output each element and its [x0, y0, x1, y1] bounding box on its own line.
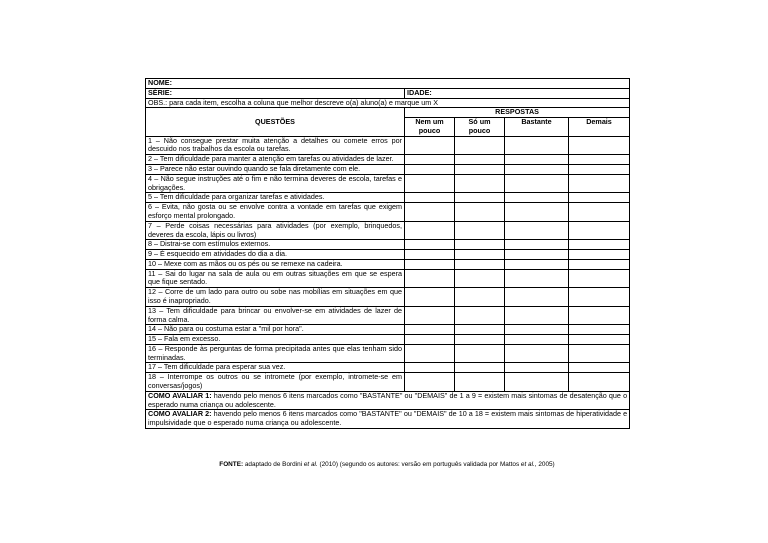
answer-cell-so-um-pouco[interactable] — [455, 306, 505, 325]
question-row — [146, 344, 630, 363]
answer-cell-bastante[interactable] — [505, 288, 569, 307]
question-text: 17 – Tem dificuldade para esperar sua vez. — [146, 363, 405, 373]
answer-cell-bastante[interactable] — [505, 240, 569, 250]
answer-cell-bastante[interactable] — [505, 373, 569, 392]
question-text: 11 – Sai do lugar na sala de aula ou em outras situações em que se espera que fique sentado. — [146, 269, 405, 288]
como-avaliar-2-label: COMO AVALIAR 2: — [148, 409, 212, 419]
answer-cell-demais[interactable] — [569, 174, 630, 193]
idade-label: IDADE: — [405, 88, 630, 98]
answer-cell-bastante[interactable] — [505, 363, 569, 373]
answer-cell-nem-um-pouco[interactable] — [405, 250, 455, 260]
column-header-nem-um-pouco: Nem um pouco — [405, 118, 455, 137]
column-header-so-um-pouco: Só um pouco — [455, 118, 505, 137]
answer-cell-so-um-pouco[interactable] — [455, 325, 505, 335]
question-text: 3 – Parece não estar ouvindo quando se fala diretamente com ele. — [146, 165, 405, 175]
question-row — [146, 306, 630, 325]
question-row — [146, 221, 630, 240]
answer-cell-nem-um-pouco[interactable] — [405, 363, 455, 373]
fonte-label: FONTE: — [219, 461, 244, 468]
answer-cell-so-um-pouco[interactable] — [455, 288, 505, 307]
nome-label: NOME: — [146, 79, 630, 89]
answer-cell-nem-um-pouco[interactable] — [405, 259, 455, 269]
question-text: 16 – Responde às perguntas de forma precipitada antes que elas tenham sido terminadas. — [146, 344, 405, 363]
question-text: 4 – Não segue instruções até o fim e não termina deveres de escola, tarefas e obrigações. — [146, 174, 405, 193]
question-text: 7 – Perde coisas necessárias para atividades (por exemplo, brinquedos, deveres da escola, lápis ou livros) — [146, 221, 405, 240]
obs-instructions: OBS.: para cada item, escolha a coluna que melhor descreve o(a) aluno(a) e marque um X — [146, 98, 630, 108]
answer-cell-nem-um-pouco[interactable] — [405, 174, 455, 193]
answer-cell-demais[interactable] — [569, 344, 630, 363]
question-text: 14 – Não para ou costuma estar a "mil por hora". — [146, 325, 405, 335]
answer-cell-demais[interactable] — [569, 165, 630, 175]
answer-cell-so-um-pouco[interactable] — [455, 269, 505, 288]
question-row — [146, 259, 630, 269]
answer-cell-bastante[interactable] — [505, 250, 569, 260]
answer-cell-so-um-pouco[interactable] — [455, 250, 505, 260]
column-header-bastante: Bastante — [505, 118, 569, 137]
answer-cell-so-um-pouco[interactable] — [455, 165, 505, 175]
fonte-text-2: (2010) (segundo os autores: versão em português validada por Mattos — [317, 461, 521, 468]
question-text: 10 – Mexe com as mãos ou os pés ou se remexe na cadeira. — [146, 259, 405, 269]
answer-cell-bastante[interactable] — [505, 155, 569, 165]
fonte-etal-1: et al. — [303, 461, 318, 468]
question-text: 1 – Não consegue prestar muita atenção a detalhes ou comete erros por descuido nos trabalhos da escola ou tarefas. — [146, 136, 405, 155]
question-row — [146, 165, 630, 175]
answer-cell-bastante[interactable] — [505, 203, 569, 222]
answer-cell-so-um-pouco[interactable] — [455, 221, 505, 240]
question-row — [146, 373, 630, 392]
answer-cell-so-um-pouco[interactable] — [455, 155, 505, 165]
answer-cell-bastante[interactable] — [505, 269, 569, 288]
answer-cell-bastante[interactable] — [505, 325, 569, 335]
answer-cell-bastante[interactable] — [505, 259, 569, 269]
question-row — [146, 174, 630, 193]
answer-cell-nem-um-pouco[interactable] — [405, 240, 455, 250]
answer-cell-demais[interactable] — [569, 269, 630, 288]
column-header-demais: Demais — [569, 118, 630, 137]
question-text: 6 – Evita, não gosta ou se envolve contra a vontade em tarefas que exigem esforço mental prolongado. — [146, 203, 405, 222]
answer-cell-so-um-pouco[interactable] — [455, 344, 505, 363]
answer-cell-demais[interactable] — [569, 288, 630, 307]
answer-cell-nem-um-pouco[interactable] — [405, 306, 455, 325]
question-row — [146, 288, 630, 307]
como-avaliar-1-label: COMO AVALIAR 1: — [148, 390, 212, 400]
question-text: 15 – Fala em excesso. — [146, 335, 405, 345]
answer-cell-so-um-pouco[interactable] — [455, 193, 505, 203]
answer-cell-bastante[interactable] — [505, 193, 569, 203]
fonte-text-3: , 2005) — [534, 461, 555, 468]
questoes-header: QUESTÕES — [146, 108, 405, 136]
answer-cell-nem-um-pouco[interactable] — [405, 193, 455, 203]
como-avaliar-1-text: havendo pelo menos 6 itens marcados como "BASTANTE" ou "DEMAIS" de 1 a 9 = existem mais sintomas de desatenção que o esperado numa criança ou adolescente. — [148, 390, 628, 409]
answer-cell-demais[interactable] — [569, 155, 630, 165]
question-text: 18 – Interrompe os outros ou se intromete (por exemplo, intromete-se em conversas/jogos) — [146, 373, 405, 392]
answer-cell-nem-um-pouco[interactable] — [405, 165, 455, 175]
answer-cell-so-um-pouco[interactable] — [455, 136, 505, 155]
answer-cell-nem-um-pouco[interactable] — [405, 335, 455, 345]
answer-cell-nem-um-pouco[interactable] — [405, 155, 455, 165]
respostas-header: RESPOSTAS — [405, 108, 630, 118]
como-avaliar-1 — [146, 391, 630, 410]
answer-cell-demais[interactable] — [569, 306, 630, 325]
answer-cell-demais[interactable] — [569, 363, 630, 373]
answer-cell-so-um-pouco[interactable] — [455, 335, 505, 345]
como-avaliar-2 — [146, 410, 630, 429]
answer-cell-nem-um-pouco[interactable] — [405, 325, 455, 335]
answer-cell-bastante[interactable] — [505, 335, 569, 345]
answer-cell-bastante[interactable] — [505, 165, 569, 175]
answer-cell-demais[interactable] — [569, 240, 630, 250]
answer-cell-demais[interactable] — [569, 325, 630, 335]
question-text: 5 – Tem dificuldade para organizar tarefas e atividades. — [146, 193, 405, 203]
answer-cell-nem-um-pouco[interactable] — [405, 269, 455, 288]
question-text: 12 – Corre de um lado para outro ou sobe nas mobílias em situações em que isso é inapropriado. — [146, 288, 405, 307]
answer-cell-demais[interactable] — [569, 221, 630, 240]
question-text: 2 – Tem dificuldade para manter a atenção em tarefas ou atividades de lazer. — [146, 155, 405, 165]
answer-cell-so-um-pouco[interactable] — [455, 259, 505, 269]
answer-cell-so-um-pouco[interactable] — [455, 174, 505, 193]
answer-cell-bastante[interactable] — [505, 136, 569, 155]
answer-cell-bastante[interactable] — [505, 221, 569, 240]
answer-cell-so-um-pouco[interactable] — [455, 240, 505, 250]
source-citation — [145, 461, 629, 468]
answer-cell-demais[interactable] — [569, 136, 630, 155]
answer-cell-nem-um-pouco[interactable] — [405, 136, 455, 155]
question-text: 13 – Tem dificuldade para brincar ou envolver-se em atividades de lazer de forma calma. — [146, 306, 405, 325]
question-row — [146, 335, 630, 345]
answer-cell-bastante[interactable] — [505, 306, 569, 325]
answer-cell-bastante[interactable] — [505, 174, 569, 193]
answer-cell-nem-um-pouco[interactable] — [405, 203, 455, 222]
answer-cell-nem-um-pouco[interactable] — [405, 221, 455, 240]
answer-cell-demais[interactable] — [569, 203, 630, 222]
answer-cell-nem-um-pouco[interactable] — [405, 344, 455, 363]
fonte-etal-2: et al. — [520, 461, 535, 468]
snap-iv-questionnaire-table — [145, 78, 630, 429]
answer-cell-nem-um-pouco[interactable] — [405, 288, 455, 307]
answer-cell-demais[interactable] — [569, 335, 630, 345]
question-text: 8 – Distrai-se com estímulos externos. — [146, 240, 405, 250]
answer-cell-demais[interactable] — [569, 250, 630, 260]
answer-cell-demais[interactable] — [569, 373, 630, 392]
question-row — [146, 203, 630, 222]
question-row — [146, 250, 630, 260]
serie-label: SÉRIE: — [146, 88, 405, 98]
answer-cell-so-um-pouco[interactable] — [455, 203, 505, 222]
answer-cell-nem-um-pouco[interactable] — [405, 373, 455, 392]
answer-cell-so-um-pouco[interactable] — [455, 363, 505, 373]
answer-cell-demais[interactable] — [569, 259, 630, 269]
question-text: 9 – É esquecido em atividades do dia a dia. — [146, 250, 405, 260]
answer-cell-demais[interactable] — [569, 193, 630, 203]
answer-cell-bastante[interactable] — [505, 344, 569, 363]
fonte-text-1: adaptado de Bordini — [243, 461, 304, 468]
question-row — [146, 136, 630, 155]
question-row — [146, 269, 630, 288]
como-avaliar-2-text: havendo pelo menos 6 itens marcados como "BASTANTE" ou "DEMAIS" de 10 a 18 = existem mais sintomas de hiperatividade e impulsividade que o esperado numa criança ou adolescente. — [148, 409, 628, 428]
answer-cell-so-um-pouco[interactable] — [455, 373, 505, 392]
